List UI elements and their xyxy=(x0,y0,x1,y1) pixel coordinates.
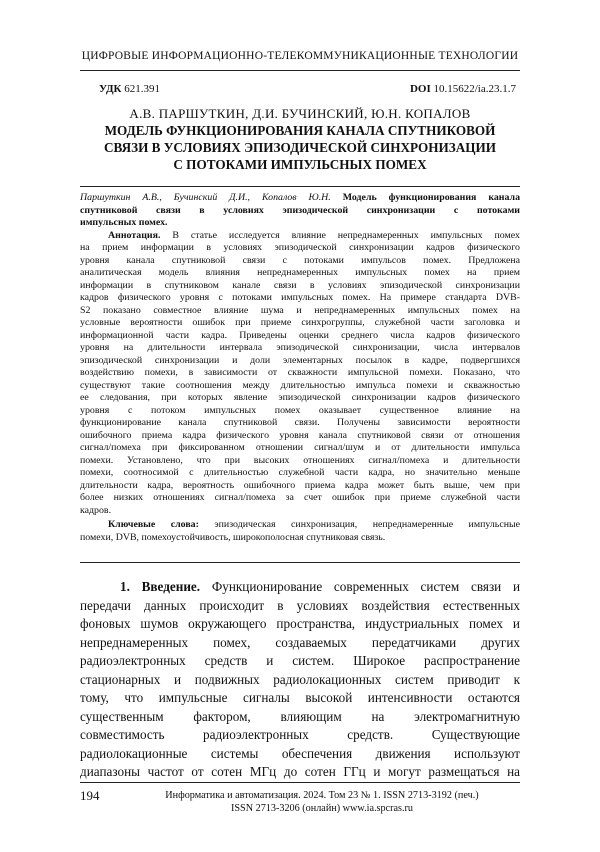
abstract-line: длительности кадра, вероятность ошибочного приема кадра может быть выше, чем при xyxy=(80,479,520,491)
doi-label: DOI xyxy=(409,83,431,95)
udk-label: УДК xyxy=(99,83,122,95)
body-line xyxy=(80,578,520,597)
keywords-label: Ключевые слова: xyxy=(108,519,199,530)
abstract-label: Аннотация. xyxy=(108,229,161,241)
introduction-section xyxy=(80,578,520,782)
keywords-line xyxy=(80,519,520,532)
abstract-line: аналитическая модель влияния непреднамеренных импульсных помех на прием xyxy=(80,267,520,278)
doi-value[interactable]: 10.15622/ia.23.1.7 xyxy=(433,83,516,95)
abstract-line: условные вероятности ошибок при приеме синхрогруппы, служебной части заголовка и xyxy=(80,317,520,328)
abstract-line: уровня на длительности интервала эпизодической синхронизации, числа интервалов xyxy=(80,342,520,353)
body-line: фоновых шумов окружающего пространства, индустриальных помех и xyxy=(80,616,520,631)
abstract-bottom-rule xyxy=(80,562,520,563)
title-line: С ПОТОКАМИ ИМПУЛЬСНЫХ ПОМЕХ xyxy=(173,157,427,172)
abstract-line: существуют такие соотношения между длительностью импульса помехи и скважностью xyxy=(80,379,520,391)
body-line: радиолокационные системы обеспечения движения используют xyxy=(80,745,520,761)
abstract-line: более низких отношениях сигнал/помеха за счет ошибок при приеме служебной части xyxy=(80,492,520,503)
title-line: МОДЕЛЬ ФУНКЦИОНИРОВАНИЯ КАНАЛА СПУТНИКОВОЙ xyxy=(104,123,496,138)
abstract-line xyxy=(80,230,520,243)
keywords-line: помехи, DVB, помехоустойчивость, широкополосная спутниковая связь. xyxy=(80,531,386,543)
footer-rule xyxy=(80,782,520,783)
body-line: существенным фактором, влияющим на электромагнитную xyxy=(80,708,520,724)
body-line: стационарных и подвижных радиолокационных систем приводит к xyxy=(80,671,520,687)
citation-line xyxy=(80,192,520,205)
abstract-line: на прием информации в условиях эпизодической синхронизации кадров физического xyxy=(80,242,520,253)
abstract-block xyxy=(80,192,520,544)
footer-line: Информатика и автоматизация. 2024. Том 23 № 1. ISSN 2713-3192 (печ.) xyxy=(165,790,479,801)
udk-code xyxy=(99,83,160,95)
journal-footer xyxy=(122,789,522,815)
abstract-line: уровня с потоком импульсных помех оказывает существенное влияние на xyxy=(80,404,520,416)
abstract-line: кадров. xyxy=(80,504,112,516)
citation-line xyxy=(80,217,520,230)
abstract-line: уровня канала спутниковой связи с потоками импульсов помех. Предложена xyxy=(80,254,520,266)
header-rule xyxy=(80,70,520,71)
citation-title-part: импульсных помех. xyxy=(80,217,168,228)
journal-section-header: ЦИФРОВЫЕ ИНФОРМАЦИОННО-ТЕЛЕКОММУНИКАЦИОННЫЕ ТЕХНОЛОГИИ xyxy=(81,50,519,62)
abstract-line: сигнал/помеха при фиксированном отношении сигнал/шум и от длительности импульса xyxy=(80,442,520,453)
authors: А.В. ПАРШУТКИН, Д.И. БУЧИНСКИЙ, Ю.Н. КОПАЛОВ xyxy=(129,106,471,121)
paper-title xyxy=(80,122,520,173)
body-line: диапазоны частот от сотен МГц до сотен ГГц и могут размещаться на xyxy=(80,764,520,779)
citation-authors: Паршуткин А.В., Бучинский Д.И., Копалов Ю.Н. xyxy=(80,192,331,203)
citation-line xyxy=(80,205,520,218)
section-heading: 1. Введение. xyxy=(120,579,201,594)
body-line: непреднамеренных помех, создаваемых передатчиками других xyxy=(80,634,520,650)
abstract-line: функционирование канала спутниковой связи. Получены зависимости вероятности xyxy=(80,417,520,428)
abstract-line: воздействию помехи, в зависимости от скважности импульсной помехи. Показано, что xyxy=(80,367,520,378)
abstract-line: информации в спутниковом канале связи в условиях эпизодической синхронизации xyxy=(80,279,520,291)
body-line: радиоэлектронных средств и систем. Широкое распространение xyxy=(80,653,520,668)
page-number: 194 xyxy=(80,788,100,803)
abstract-line: кадров физического уровня с потоками импульсных помех. На примере стандарта DVB- xyxy=(80,292,520,303)
abstract-line: информационной части кадра. Приведены оценки среднего числа кадров физического xyxy=(80,329,520,341)
body-line: тому, что импульсные сигналы высокой интенсивности остаются xyxy=(80,690,520,705)
citation-title-part: спутниковой связи в условиях эпизодической синхронизации с потоками xyxy=(80,204,520,216)
body-line: передачи данных происходит в условиях воздействия естественных xyxy=(80,597,520,613)
abstract-line: ее следования, при которых явление эпизодической синхронизации кадров физического xyxy=(80,392,520,403)
doi-code xyxy=(410,83,516,95)
footer-line: ISSN 2713-3206 (онлайн) www.ia.spcras.ru xyxy=(230,803,414,814)
abstract-line: помехи, соотносимой с длительностью служебной части кадра, но значительно меньше xyxy=(80,467,520,478)
body-line: совместимость радиоэлектронных средств. Существующие xyxy=(80,727,520,742)
body-text: Функционирование современных систем связи и xyxy=(211,579,521,594)
abstract-line: ошибочного приема кадра физического уровня канала спутниковой связи от отношения xyxy=(80,429,520,441)
abstract-line: эпизодической синхронизации и доли элементарных посылок в кадре, подвергшихся xyxy=(80,354,520,366)
abstract-line: помехи. Установлено, что при высоких отношениях сигнал/помеха и длительности xyxy=(80,454,520,466)
abstract-text: В статье исследуется влияние непреднамеренных импульсных помех xyxy=(172,229,520,241)
title-line: СВЯЗИ В УСЛОВИЯХ ЭПИЗОДИЧЕСКОЙ СИНХРОНИЗАЦИИ xyxy=(103,140,497,155)
udk-value: 621.391 xyxy=(124,83,161,95)
citation-title-part: Модель функционирования канала xyxy=(342,192,521,203)
abstract-line: S2 показано совместное влияние шума и непреднамеренных импульсных помех на xyxy=(80,304,520,316)
abstract-top-rule xyxy=(80,186,520,187)
keywords-text: эпизодическая синхронизация, непреднамеренные импульсные xyxy=(214,519,520,530)
